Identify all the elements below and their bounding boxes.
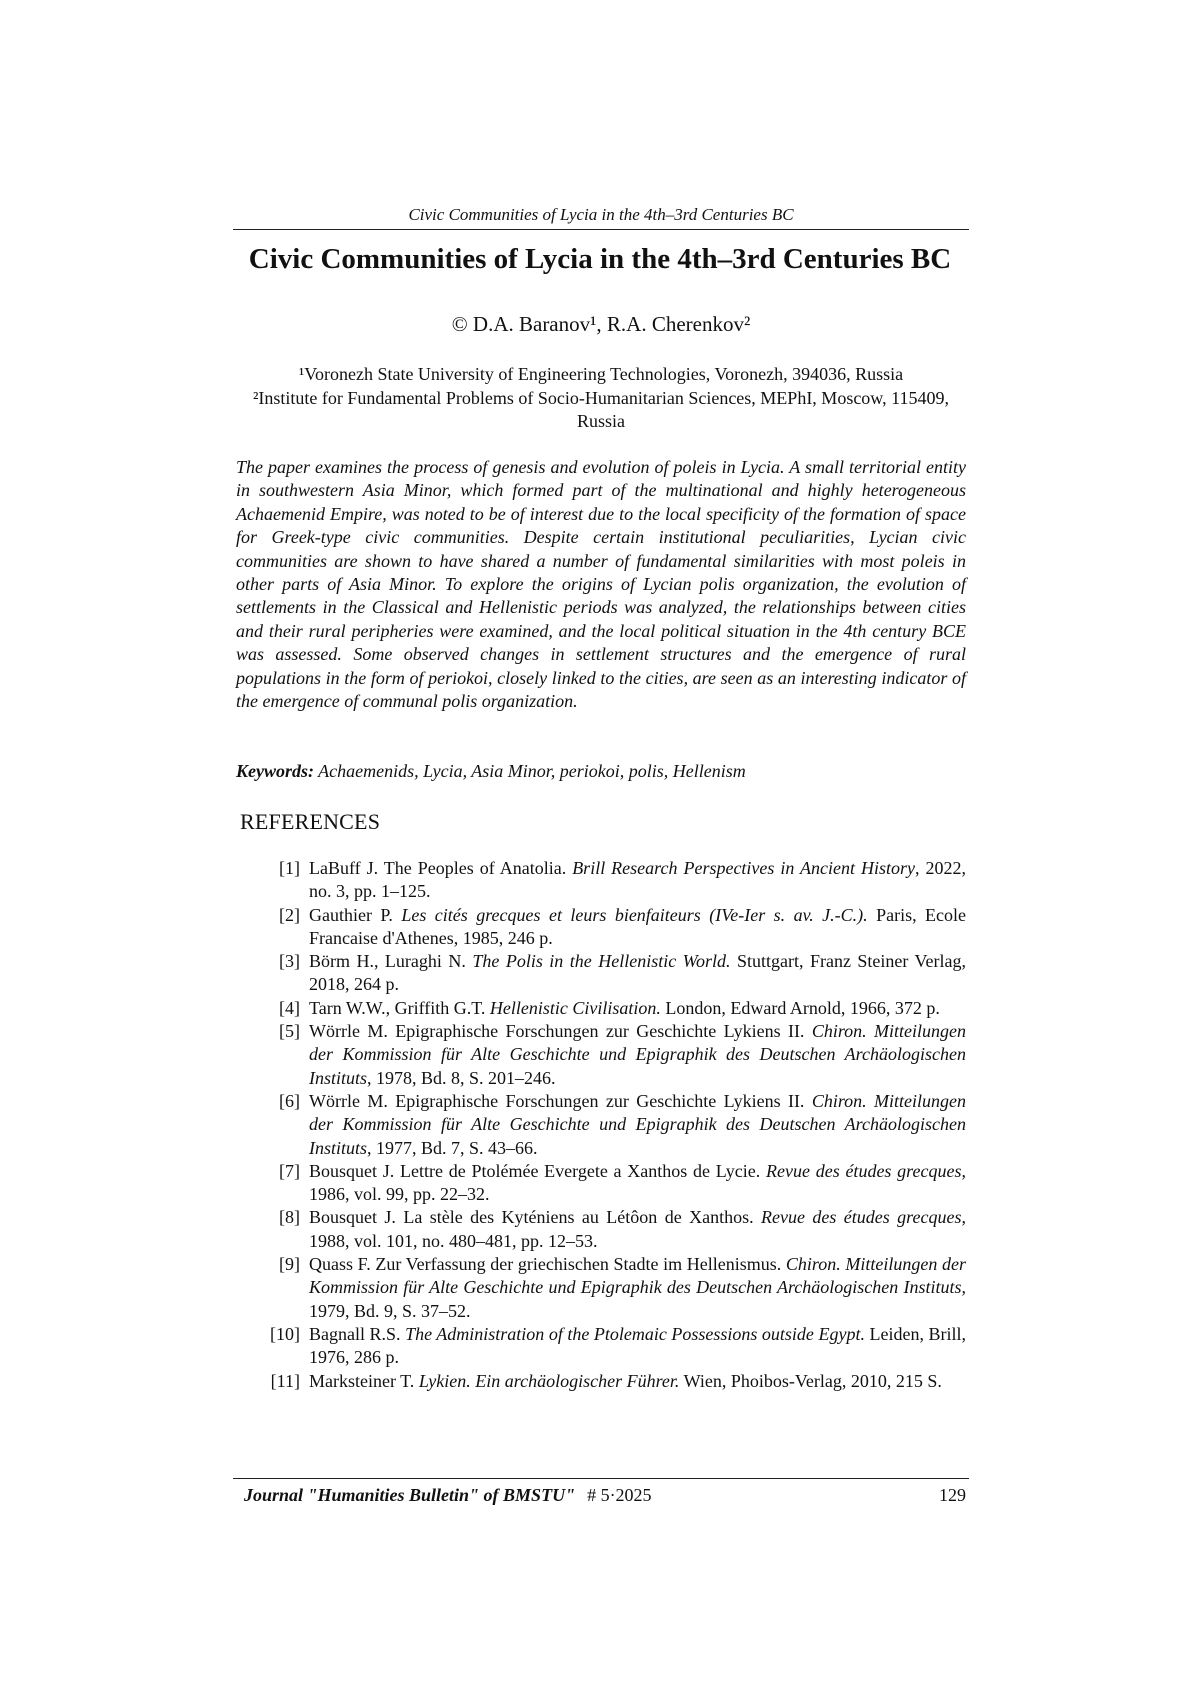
reference-item <box>263 904 966 951</box>
reference-segment: Wien, Phoibos-Verlag, 2010, 215 S. <box>679 1370 942 1391</box>
reference-text <box>309 1253 966 1323</box>
page-number: 129 <box>939 1485 966 1505</box>
keywords <box>236 760 966 783</box>
reference-segment: Bousquet J. Lettre de Ptolémée Evergete a Xanthos de Lycie. <box>309 1160 766 1181</box>
reference-item <box>263 1206 966 1253</box>
reference-number: [10] <box>270 1323 300 1344</box>
journal-name: Journal "Humanities Bulletin" of BMSTU" <box>244 1485 576 1505</box>
reference-segment: , 1986, vol. 99, pp. 22–32. <box>309 1160 966 1205</box>
article-title: Civic Communities of Lycia in the 4th–3rd Centuries BC <box>248 243 952 275</box>
reference-text <box>309 1323 966 1370</box>
reference-segment: Quass F. Zur Verfassung der griechischen Stadte im Hellenismus. <box>309 1254 786 1275</box>
reference-number: [2] <box>279 904 300 925</box>
reference-segment: Leiden, Brill, 1976, 286 p. <box>309 1323 966 1368</box>
reference-text <box>309 1206 966 1253</box>
reference-segment: Bagnall R.S. <box>309 1323 406 1344</box>
references-list <box>263 857 966 1393</box>
affiliation-2: ²Institute for Fundamental Problems of Socio-Humanitarian Sciences, MEPhI, Moscow, 115409, Russia <box>253 387 949 431</box>
authors: © D.A. Baranov¹, R.A. Cherenkov² <box>451 312 751 336</box>
reference-segment: Paris, Ecole Francaise d'Athenes, 1985, 246 p. <box>309 904 966 948</box>
reference-source: Revue des études grecques <box>766 1160 962 1181</box>
reference-segment: Marksteiner T. <box>309 1370 419 1391</box>
affiliations <box>233 363 969 434</box>
reference-text <box>309 997 966 1020</box>
reference-segment: Bousquet J. La stèle des Kyténiens au Létôon de Xanthos. <box>309 1207 761 1228</box>
reference-text <box>309 857 966 904</box>
reference-number: [9] <box>279 1254 300 1275</box>
issue-number: # 5·2025 <box>587 1485 652 1505</box>
reference-number: [6] <box>279 1090 300 1111</box>
reference-source: Les cités grecques et leurs bienfaiteurs (IVe-Ier s. av. J.-C.). <box>401 904 868 925</box>
reference-item <box>263 1253 966 1323</box>
reference-segment: , 1979, Bd. 9, S. 37–52. <box>309 1277 966 1321</box>
abstract: The paper examines the process of genesis and evolution of poleis in Lycia. A small territorial entity in southwestern Asia Minor, which formed part of the multinational and highly heterogeneous Achaemenid Empire, was noted to be of interest due to the local specificity of the formation of space for Greek-type civic communities. Despite certain institutional peculiarities, Lycian civic communities are shown to have shared a number of fundamental similarities with most poleis in other parts of Asia Minor. To explore the origins of Lycian polis organization, the evolution of settlements in the Classical and Hellenistic periods was analyzed, the relationships between cities and their rural peripheries were examined, and the local political situation in the 4th century BCE was assessed. Some observed changes in settlement structures and the emergence of rural populations in the form of periokoi, closely linked to the cities, are seen as an interesting indicator of the emergence of communal polis organization. <box>236 457 966 712</box>
reference-source: The Administration of the Ptolemaic Possessions outside Egypt. <box>405 1323 865 1344</box>
reference-segment: LaBuff J. The Peoples of Anatolia. <box>309 858 573 878</box>
affiliation-1: ¹Voronezh State University of Engineering Technologies, Voronezh, 394036, Russia <box>298 364 904 384</box>
reference-source: Revue des études grecques <box>761 1207 962 1228</box>
references-heading: REFERENCES <box>240 809 381 834</box>
reference-source: Chiron. Mitteilungen der Kommission für Alte Geschichte und Epigraphik des Deutschen Archäologischen Instituts <box>309 1090 967 1158</box>
reference-item <box>263 1090 966 1160</box>
reference-segment: Tarn W.W., Griffith G.T. <box>309 997 490 1018</box>
reference-segment: , 1988, vol. 101, no. 480–481, pp. 12–53. <box>309 1207 966 1251</box>
header-rule <box>233 229 969 230</box>
reference-segment: , 2022, no. 3, pp. 1–125. <box>309 858 966 902</box>
reference-text <box>309 904 966 951</box>
reference-segment: Wörrle M. Epigraphische Forschungen zur Geschichte Lykiens II. <box>309 1090 812 1111</box>
reference-number: [11] <box>270 1370 300 1391</box>
reference-source: Hellenistic Civilisation. <box>489 997 661 1018</box>
keywords-text: Achaemenids, Lycia, Asia Minor, periokoi, polis, Hellenism <box>314 761 746 781</box>
reference-segment: , 1978, Bd. 8, S. 201–246. <box>367 1067 556 1088</box>
reference-item <box>263 1020 966 1090</box>
reference-text <box>309 1020 966 1090</box>
reference-item <box>263 1370 966 1393</box>
reference-item <box>263 857 966 904</box>
reference-number: [1] <box>279 858 300 878</box>
reference-number: [3] <box>279 951 300 972</box>
reference-number: [7] <box>279 1160 300 1181</box>
reference-segment: London, Edward Arnold, 1966, 372 p. <box>660 997 940 1018</box>
reference-text <box>309 950 966 997</box>
reference-number: [5] <box>279 1021 300 1042</box>
reference-item <box>263 950 966 997</box>
reference-text <box>309 1370 966 1393</box>
reference-number: [8] <box>279 1207 300 1228</box>
page-footer <box>244 1483 966 1507</box>
footer-rule <box>233 1478 969 1479</box>
reference-item <box>263 1160 966 1207</box>
reference-source: Chiron. Mitteilungen der Kommission für Alte Geschichte und Epigraphik des Deutschen Archäologischen Instituts <box>309 1021 967 1088</box>
reference-segment: Wörrle M. Epigraphische Forschungen zur Geschichte Lykiens II. <box>309 1021 812 1042</box>
running-head: Civic Communities of Lycia in the 4th–3rd Centuries BC <box>408 205 794 224</box>
reference-segment: Stuttgart, Franz Steiner Verlag, 2018, 264 p. <box>309 951 967 995</box>
reference-source: Lykien. Ein archäologischer Führer. <box>418 1370 680 1391</box>
reference-source: Chiron. Mitteilungen der Kommission für Alte Geschichte und Epigraphik des Deutschen Archäologischen Instituts <box>309 1254 966 1298</box>
reference-segment: Börm H., Luraghi N. <box>309 951 473 972</box>
reference-item <box>263 997 966 1020</box>
reference-source: The Polis in the Hellenistic World. <box>472 951 731 972</box>
reference-source: Brill Research Perspectives in Ancient History <box>572 858 916 878</box>
reference-segment: Gauthier P. <box>309 904 402 925</box>
reference-segment: , 1977, Bd. 7, S. 43–66. <box>367 1137 538 1158</box>
reference-item <box>263 1323 966 1370</box>
reference-number: [4] <box>279 997 300 1018</box>
keywords-label: Keywords: <box>236 761 314 781</box>
reference-text <box>309 1090 966 1160</box>
reference-text <box>309 1160 966 1207</box>
